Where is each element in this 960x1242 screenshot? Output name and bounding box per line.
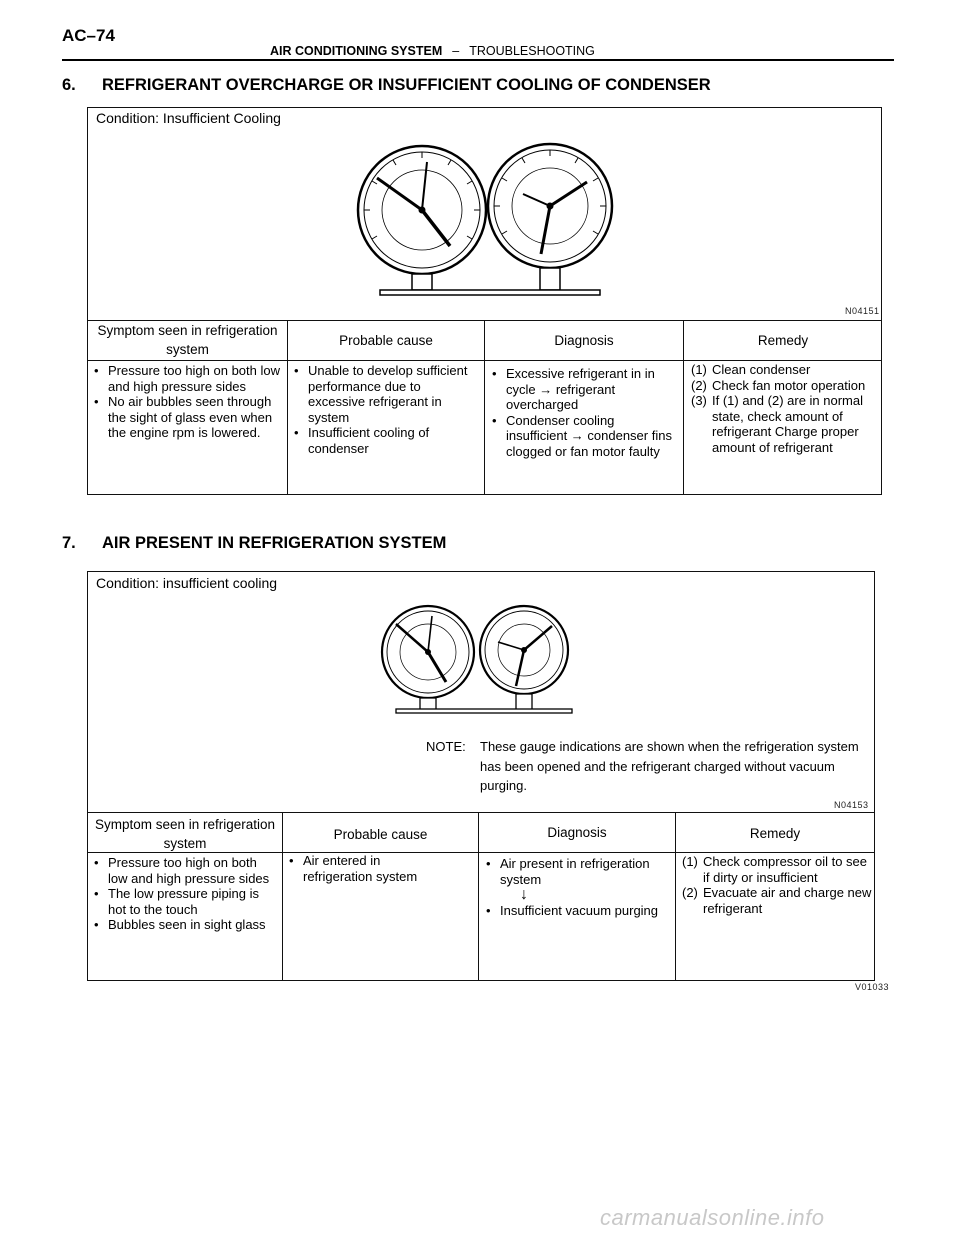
section7-figure-code: N04153 bbox=[834, 800, 869, 810]
section7-number: 7. bbox=[62, 534, 76, 552]
section6-diagnosis bbox=[486, 366, 678, 460]
section7-title: AIR PRESENT IN REFRIGERATION SYSTEM bbox=[102, 534, 447, 552]
section6-diagnosis-item: • Excessive refrigerant in in cycle → refrigerant overcharged bbox=[486, 366, 678, 413]
gauge-set-figure-6 bbox=[355, 142, 615, 302]
section7-causes bbox=[283, 853, 443, 884]
section6-figure-code: N04151 bbox=[845, 306, 880, 316]
section6-remedy-item: (1) Clean condenser bbox=[691, 362, 876, 378]
section-name: TROUBLESHOOTING bbox=[469, 44, 595, 58]
high-pressure-gauge-icon bbox=[488, 144, 612, 290]
section7-col-symptom: Symptom seen in refrigeration system bbox=[94, 817, 276, 851]
section7-col-divider-1 bbox=[282, 812, 283, 980]
section7-remedy-item: (2) Evacuate air and charge new refrigerant bbox=[682, 885, 872, 916]
title-separator: – bbox=[452, 44, 460, 58]
note-text: These gauge indications are shown when the refrigeration system has been opened and the refrigerant charged without vacuum purging. bbox=[480, 739, 859, 793]
section6-number: 6. bbox=[62, 76, 76, 94]
section7-note bbox=[426, 737, 872, 797]
section7-col-diagnosis: Diagnosis bbox=[547, 825, 607, 840]
section6-col-cause: Probable cause bbox=[339, 333, 433, 348]
section6-col-divider-3 bbox=[683, 320, 684, 494]
section7-diagnosis-item: • Air present in refrigeration system bbox=[480, 856, 670, 887]
section6-symptom-item: • No air bubbles seen through the sight of glass even when the engine rpm is lowered. bbox=[88, 394, 282, 441]
section6-diagnosis-item: • Condenser cooling insufficient → condenser fins clogged or fan motor faulty bbox=[486, 413, 678, 460]
section7-symptom-item: • Pressure too high on both low and high pressure sides bbox=[88, 855, 278, 886]
section7-col-divider-3 bbox=[675, 812, 676, 980]
section6-heading bbox=[62, 76, 711, 95]
section7-diagnosis bbox=[480, 856, 670, 919]
running-title bbox=[270, 44, 595, 58]
section6-symptoms bbox=[88, 363, 282, 441]
section6-remedy bbox=[691, 362, 876, 456]
section6-remedy-item: (2) Check fan motor operation bbox=[691, 378, 876, 394]
section7-col-divider-2 bbox=[478, 812, 479, 980]
section7-remedy bbox=[682, 854, 872, 916]
section7-symptom-item: • Bubbles seen in sight glass bbox=[88, 917, 278, 933]
gauge-set-figure-7 bbox=[370, 604, 590, 716]
section7-diagnosis-item: • Insufficient vacuum purging bbox=[480, 903, 670, 919]
high-pressure-gauge-icon bbox=[480, 606, 568, 710]
section7-heading bbox=[62, 534, 446, 553]
footer-watermark: carmanualsonline.info bbox=[600, 1205, 825, 1230]
section7-condition: Condition: insufficient cooling bbox=[96, 575, 278, 591]
section6-col-remedy: Remedy bbox=[757, 333, 809, 348]
down-arrow-icon: ↓ bbox=[520, 886, 528, 904]
section6-cause-item: • Insufficient cooling of condenser bbox=[288, 425, 478, 456]
page-code: AC–74 bbox=[62, 26, 115, 45]
system-name: AIR CONDITIONING SYSTEM bbox=[270, 44, 443, 58]
section7-col-cause: Probable cause bbox=[333, 827, 428, 842]
section6-condition: Condition: Insufficient Cooling bbox=[96, 110, 281, 126]
header-rule bbox=[62, 59, 894, 61]
section6-remedy-item: (3) If (1) and (2) are in normal state, check amount of refrigerant Charge proper amount of refrigerant bbox=[691, 393, 876, 455]
low-pressure-gauge-icon bbox=[382, 606, 474, 710]
section7-cause-item: • Air entered in refrigeration system bbox=[283, 853, 443, 884]
section6-col-symptom: Symptom seen in refrigeration system bbox=[97, 323, 278, 357]
section6-col-diagnosis: Diagnosis bbox=[554, 333, 614, 348]
section6-title: REFRIGERANT OVERCHARGE OR INSUFFICIENT COOLING OF CONDENSER bbox=[102, 76, 711, 94]
section7-header-top-rule bbox=[87, 812, 875, 813]
section7-col-remedy: Remedy bbox=[749, 826, 801, 841]
section6-col-divider-2 bbox=[484, 320, 485, 494]
section6-cause-item: • Unable to develop sufficient performance due to excessive refrigerant in system bbox=[288, 363, 478, 425]
section6-symptom-item: • Pressure too high on both low and high pressure sides bbox=[88, 363, 282, 394]
section7-remedy-item: (1) Check compressor oil to see if dirty or insufficient bbox=[682, 854, 872, 885]
section6-causes bbox=[288, 363, 478, 457]
note-label: NOTE: bbox=[426, 739, 466, 754]
low-pressure-gauge-icon bbox=[358, 146, 486, 290]
section7-symptoms bbox=[88, 855, 278, 933]
section7-symptom-item: • The low pressure piping is hot to the touch bbox=[88, 886, 278, 917]
section7-figure-code-2: V01033 bbox=[855, 982, 890, 992]
